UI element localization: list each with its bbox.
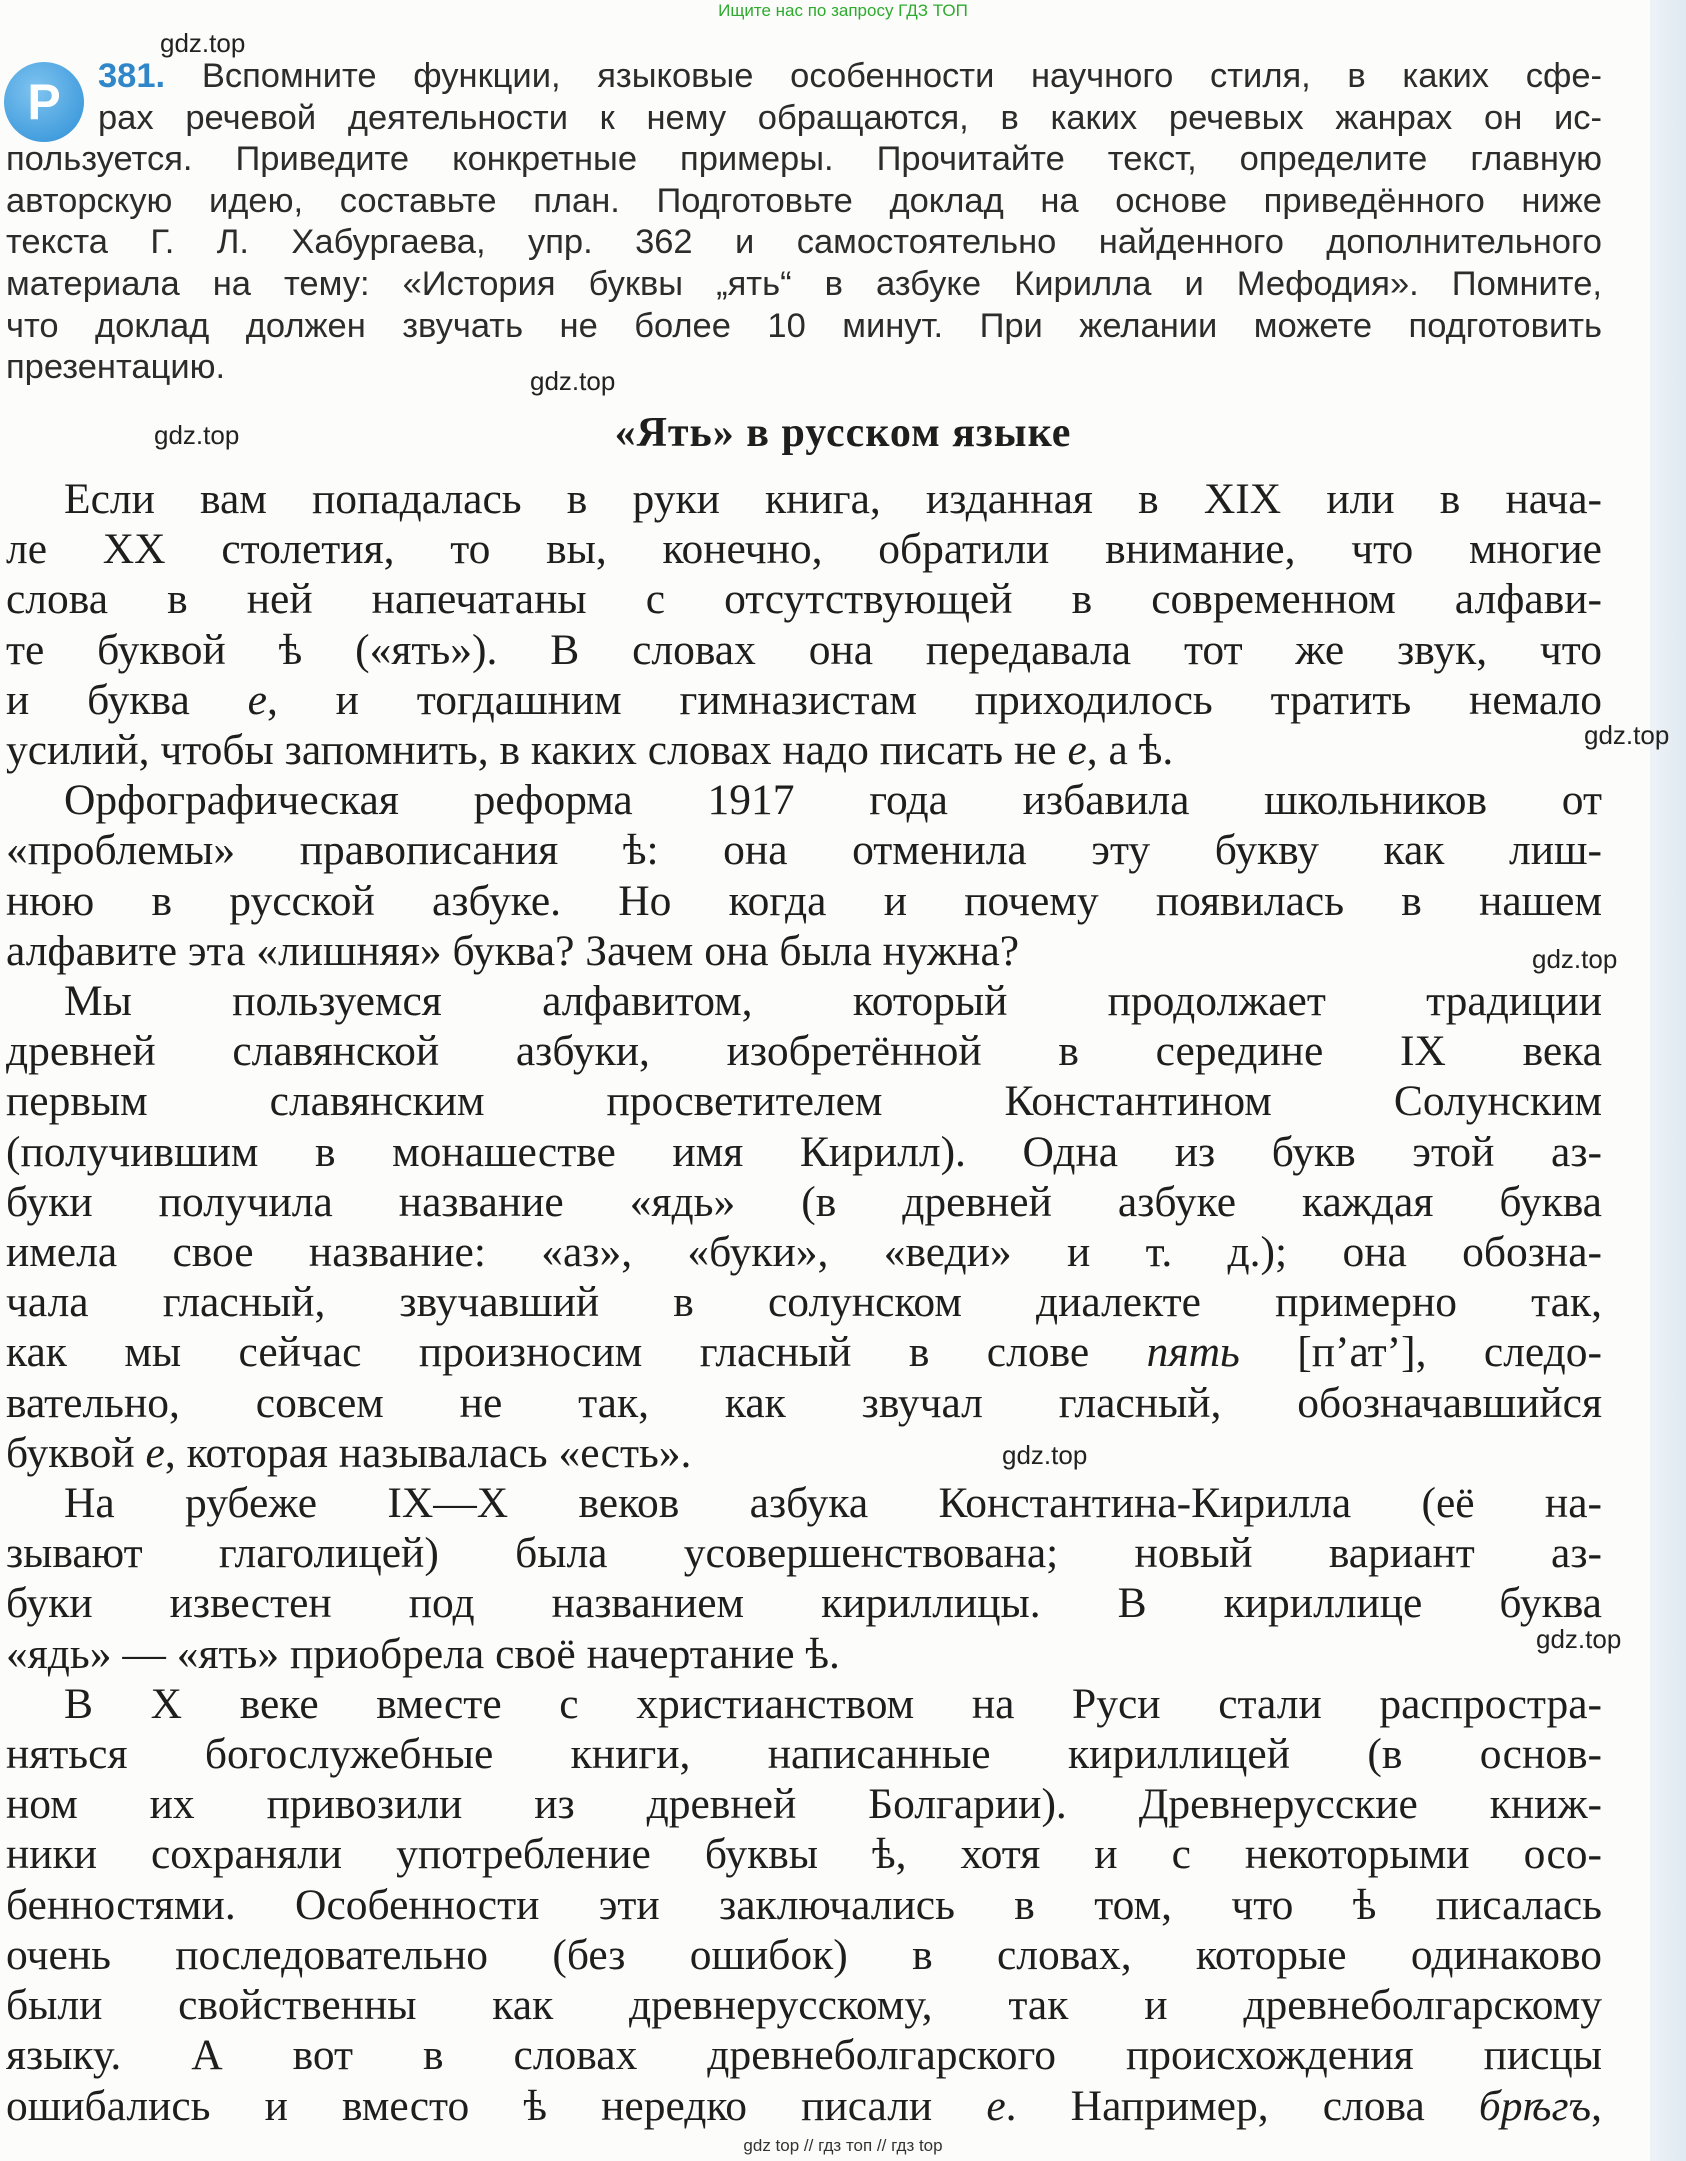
body-line: Если вам попадалась в руки книга, изданная в XIX или в нача- — [64, 475, 1602, 523]
body-line: ошибались и вместо ѣ нередко писали е. Например, слова брѣгъ, — [6, 2081, 1602, 2130]
body-line: усилий, чтобы запомнить, в каких словах надо писать не е, а ѣ. — [6, 726, 1174, 775]
body-line: бенностями. Особенности эти заключались в том, что ѣ писалась — [6, 1880, 1602, 1929]
watermark: gdz.top — [1536, 1624, 1622, 1654]
body-line: зывают глаголицей) была усовершенствована; новый вариант аз- — [6, 1529, 1602, 1578]
task-line: что доклад должен звучать не более 10 минут. При желании можете подготовить — [6, 306, 1602, 345]
task-line: рах речевой деятельности к нему обращаются, в каких речевых жанрах он ис- — [98, 98, 1602, 137]
task-line: 381. Вспомните функции, языковые особенности научного стиля, в каких сфе- — [98, 57, 1602, 95]
body-line: На рубеже IX—X веков азбука Константина-Кирилла (её на- — [64, 1479, 1602, 1528]
watermark: gdz.top — [1532, 944, 1618, 974]
watermark: gdz.top — [160, 28, 246, 58]
watermark: gdz.top — [530, 366, 616, 396]
task-type-badge: Р — [4, 62, 84, 142]
body-line: нюю в русской азбуке. Но когда и почему появилась в нашем — [6, 876, 1602, 925]
bottom-banner: gdz top // гдз топ // гдз top — [743, 2136, 943, 2155]
top-banner: Ищите нас по запросу ГДЗ ТОП — [718, 1, 968, 20]
body-line: «ядь» — «ять» приобрела своё начертание ѣ. — [6, 1629, 840, 1678]
task-number: 381. — [98, 57, 166, 95]
body-line: няться богослужебные книги, написанные кириллицей (в основ- — [6, 1730, 1602, 1779]
body-line: буки известен под названием кириллицы. В кириллице буква — [6, 1579, 1602, 1628]
body-line: очень последовательно (без ошибок) в словах, которые одинаково — [6, 1930, 1602, 1979]
body-line: и буква е, и тогдашним гимназистам приходилось тратить немало — [6, 675, 1603, 724]
body-line: Орфографическая реформа 1917 года избавила школьников от — [64, 776, 1602, 825]
body-line: первым славянским просветителем Константином Солунским — [6, 1077, 1602, 1126]
body-line: ники сохраняли употребление буквы ѣ, хотя и с некоторыми осо- — [6, 1830, 1602, 1879]
text-body — [6, 474, 1602, 2131]
body-line: алфавите эта «лишняя» буква? Зачем она была нужна? — [6, 926, 1020, 975]
body-line: древней славянской азбуки, изобретённой в середине IX века — [6, 1027, 1602, 1076]
task-line: авторскую идею, составьте план. Подготовьте доклад на основе приведённого ниже — [6, 181, 1602, 220]
body-line: Мы пользуемся алфавитом, который продолжает традиции — [64, 977, 1602, 1026]
body-line: имела свое название: «аз», «буки», «веди» и т. д.); она обозна- — [6, 1228, 1602, 1277]
body-line: вательно, совсем не так, как звучал гласный, обозначавшийся — [6, 1378, 1602, 1427]
task-instructions — [6, 56, 1602, 389]
body-line: слова в ней напечатаны с отсутствующей в современном алфави- — [6, 575, 1602, 624]
body-line: были свойственны как древнерусскому, так и древнеболгарскому — [6, 1981, 1602, 2030]
task-line: презентацию. — [6, 348, 226, 387]
body-line: языку. А вот в словах древнеболгарского происхождения писцы — [6, 2031, 1602, 2080]
body-line: (получившим в монашестве имя Кирилл). Одна из букв этой аз- — [6, 1127, 1602, 1176]
body-line: буки получила название «ядь» (в древней азбуке каждая буква — [6, 1177, 1602, 1226]
body-line: те буквой ѣ («ять»). В словах она передавала тот же звук, что — [6, 625, 1602, 674]
body-line: «проблемы» правописания ѣ: она отменила эту букву как лиш- — [6, 826, 1602, 875]
task-line: материала на тему: «История буквы „ять“ в азбуке Кирилла и Мефодия». Помните, — [6, 264, 1602, 303]
body-line: буквой е, которая называлась «есть». — [6, 1428, 692, 1477]
body-line: как мы сейчас произносим гласный в слове пять [п’ат’], следо- — [6, 1328, 1603, 1377]
task-line: текста Г. Л. Хабургаева, упр. 362 и самостоятельно найденного дополнительного — [6, 223, 1602, 262]
body-line: ле XX столетия, то вы, конечно, обратили внимание, что многие — [6, 525, 1602, 574]
body-line: чала гласный, звучавший в солунском диалекте примерно так, — [6, 1278, 1602, 1327]
body-line: В X веке вместе с христианством на Руси стали распростра- — [64, 1679, 1602, 1728]
watermark: gdz.top — [1584, 720, 1670, 750]
task-line: пользуется. Приведите конкретные примеры. Прочитайте текст, определите главную — [6, 140, 1602, 179]
watermark: gdz.top — [154, 420, 240, 450]
body-line: ном их привозили из древней Болгарии). Древнерусские книж- — [6, 1780, 1602, 1829]
page-edge — [1650, 0, 1686, 2161]
text-title: «Ять» в русском языке — [614, 410, 1072, 456]
watermark: gdz.top — [1002, 1440, 1088, 1470]
